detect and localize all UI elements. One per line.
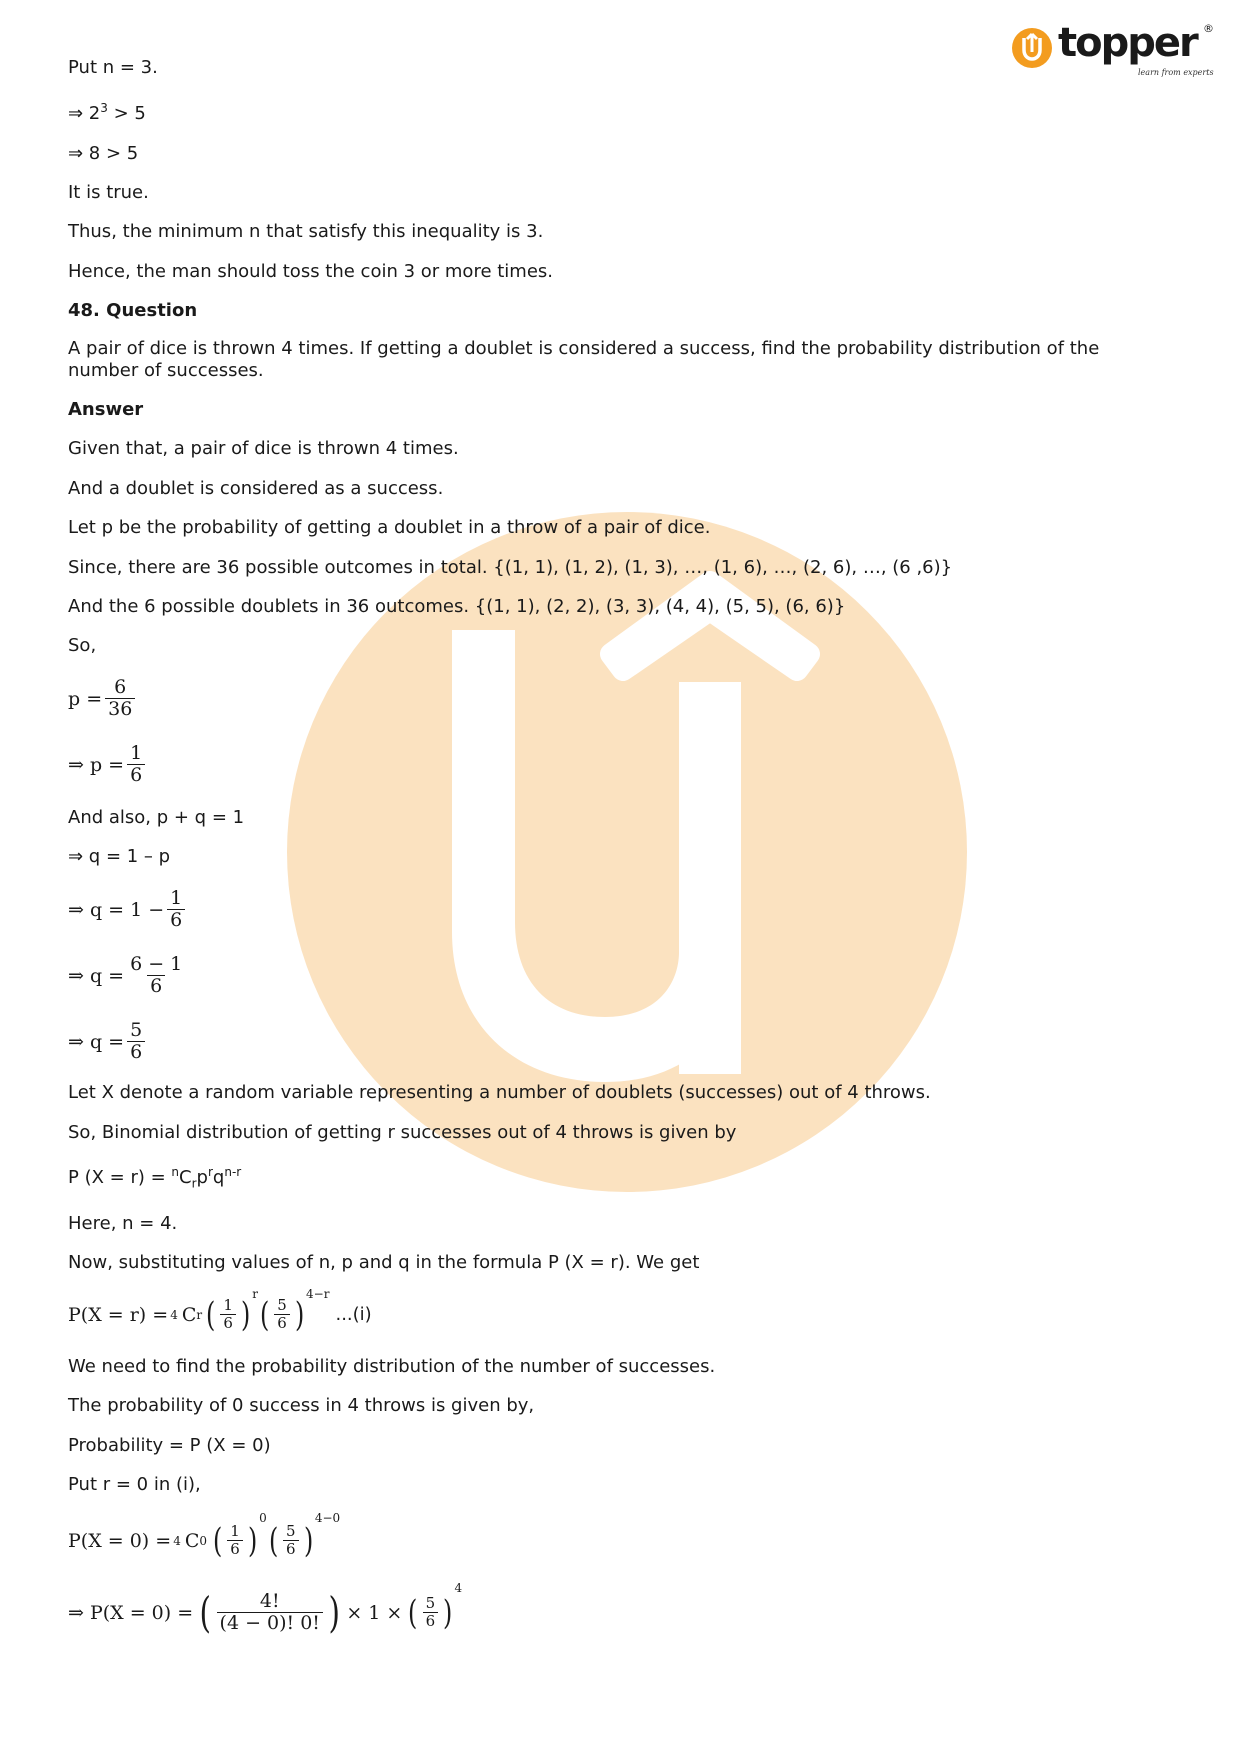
equation-q2: ⇒ q = 1 − $\frac{1}{6}$ xyxy=(68,881,1168,939)
text-line: Let p be the probability of getting a doublet in a throw of a pair of dice. xyxy=(68,517,711,538)
text-line: Let X denote a random variable representing a number of doublets (successes) out of 4 throws. xyxy=(68,1082,931,1103)
question-text: A pair of dice is thrown 4 times. If getting a doublet is considered a success, find the probability distribution of the number of successes. xyxy=(68,338,1100,381)
text-line: Here, n = 4. xyxy=(68,1212,178,1234)
equation-binomial: P(X = r) = 4 C r ( $\frac{1}{6}$ ) $^r$ ( $\frac{5}{6}$ ) $^{4-r}$ ...(i) xyxy=(68,1286,372,1335)
text-line: And also, p + q = 1 xyxy=(68,807,245,828)
text-line: Now, substituting values of n, p and q in the formula P (X = r). We get xyxy=(68,1251,700,1273)
text-line: Given that, a pair of dice is thrown 4 times. xyxy=(68,438,459,459)
equation-p0: P(X = 0) = 4 C 0 ( $\frac{1}{6}$ ) $^0$ ( $\frac{5}{6}$ ) $^{4-0}$ xyxy=(68,1510,341,1561)
text-line: And a doublet is considered as a success. xyxy=(68,478,444,499)
text-line: So, xyxy=(68,635,97,656)
text-line: Since, there are 36 possible outcomes in total. {(1, 1), (1, 2), (1, 3), …, (1, 6), …, (2, 6), …, (6 ,6)} xyxy=(68,557,953,578)
equation-q3: ⇒ q = $\frac{6 - 1}{6}$ xyxy=(68,953,183,997)
equation-p: p = $\frac{6}{36}$ xyxy=(68,670,1168,728)
text-line: It is true. xyxy=(68,182,149,203)
text-line: We need to find the probability distribution of the number of successes. xyxy=(68,1355,716,1377)
equation-p2: ⇒ p = $\frac{1}{6}$ xyxy=(68,736,1168,794)
text-line: Probability = P (X = 0) xyxy=(68,1434,271,1456)
equation-p0-factorial: ⇒ P(X = 0) = ( $\frac{4!}{(4 - 0)! 0!}$ ) × 1 × ( $\frac{5}{6}$ ) 4 xyxy=(68,1580,463,1637)
equation-q4: ⇒ q = $\frac{5}{6}$ xyxy=(68,1013,1168,1071)
text-line: ⇒ 8 > 5 xyxy=(68,143,139,164)
logo-text: topper xyxy=(1058,20,1197,66)
text-line: So, Binomial distribution of getting r successes out of 4 throws is given by xyxy=(68,1122,737,1143)
text-line: Put n = 3. xyxy=(68,57,158,78)
text-line: Hence, the man should toss the coin 3 or more times. xyxy=(68,261,554,282)
text-line: The probability of 0 success in 4 throws is given by, xyxy=(68,1394,535,1416)
text-line: ⇒ $2^3 > 5$ xyxy=(68,101,146,124)
document-body xyxy=(68,50,1168,1645)
text-line: And the 6 possible doublets in 36 outcomes. {(1, 1), (2, 2), (3, 3), (4, 4), (5, 5), (6, 6)} xyxy=(68,596,846,617)
logo-tagline: learn from experts xyxy=(1138,68,1214,77)
question-heading: 48. Question xyxy=(68,300,198,321)
text-line: Thus, the minimum n that satisfy this inequality is 3. xyxy=(68,221,544,242)
answer-heading: Answer xyxy=(68,399,144,420)
logo-registered: ® xyxy=(1203,22,1214,35)
formula-line: P $(X = r) = ^nC_rp^rq^{n-r}$ xyxy=(68,1165,242,1191)
text-line: ⇒ q = 1 – p xyxy=(68,846,171,867)
text-line: Put r = 0 in (i), xyxy=(68,1473,201,1495)
